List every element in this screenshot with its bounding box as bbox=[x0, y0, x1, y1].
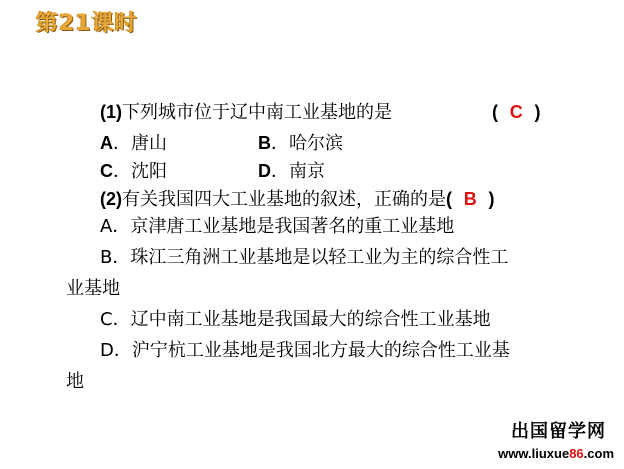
option-text: ．唐山 bbox=[113, 133, 167, 154]
question-1-option-c bbox=[100, 159, 167, 184]
watermark-url-prefix: www.liuxue bbox=[498, 446, 570, 461]
question-2-stem bbox=[100, 187, 494, 212]
question-2-text: 有关我国四大工业基地的叙述，正确的是 bbox=[122, 189, 446, 210]
option-letter: A bbox=[100, 133, 113, 153]
question-1-option-a bbox=[100, 131, 167, 156]
bracket-close: ) bbox=[534, 102, 541, 122]
question-1-option-b bbox=[258, 131, 343, 156]
question-2-option-d-line1: D．沪宁杭工业基地是我国北方最大的综合性工业基 bbox=[100, 340, 510, 361]
option-text: ．哈尔滨 bbox=[271, 133, 343, 154]
question-1-number: (1) bbox=[100, 102, 122, 122]
question-1-answer: C bbox=[509, 102, 523, 122]
question-2-option-d-line2: 地 bbox=[66, 371, 84, 392]
question-2-option-b-line1: B．珠江三角洲工业基地是以轻工业为主的综合性工 bbox=[100, 247, 509, 268]
question-1-stem bbox=[100, 100, 392, 125]
option-letter: C bbox=[100, 161, 113, 181]
watermark-site-name: 出国留学网 bbox=[511, 421, 606, 442]
option-text: ．沈阳 bbox=[113, 161, 167, 182]
lesson-number-title: 第21课时 bbox=[36, 11, 138, 36]
watermark-url-number: 86 bbox=[569, 446, 584, 461]
option-letter: D bbox=[258, 161, 271, 181]
question-1-option-d bbox=[258, 159, 325, 184]
option-text: ．南京 bbox=[271, 161, 325, 182]
watermark-url-suffix: .com bbox=[583, 446, 614, 461]
question-2-answer: B bbox=[463, 189, 477, 209]
question-2-number: (2) bbox=[100, 189, 122, 209]
question-2-option-c: C．辽中南工业基地是我国最大的综合性工业基地 bbox=[100, 309, 491, 330]
question-1-text: 下列城市位于辽中南工业基地的是 bbox=[122, 102, 392, 123]
question-1-answer-bracket bbox=[492, 100, 540, 125]
watermark-url bbox=[498, 446, 614, 461]
bracket-open: ( bbox=[446, 189, 452, 209]
option-letter: B bbox=[258, 133, 271, 153]
question-2-option-b-line2: 业基地 bbox=[66, 278, 120, 299]
bracket-close: ) bbox=[488, 189, 495, 209]
question-2-option-a: A．京津唐工业基地是我国著名的重工业基地 bbox=[100, 216, 455, 237]
bracket-open: ( bbox=[492, 102, 498, 122]
